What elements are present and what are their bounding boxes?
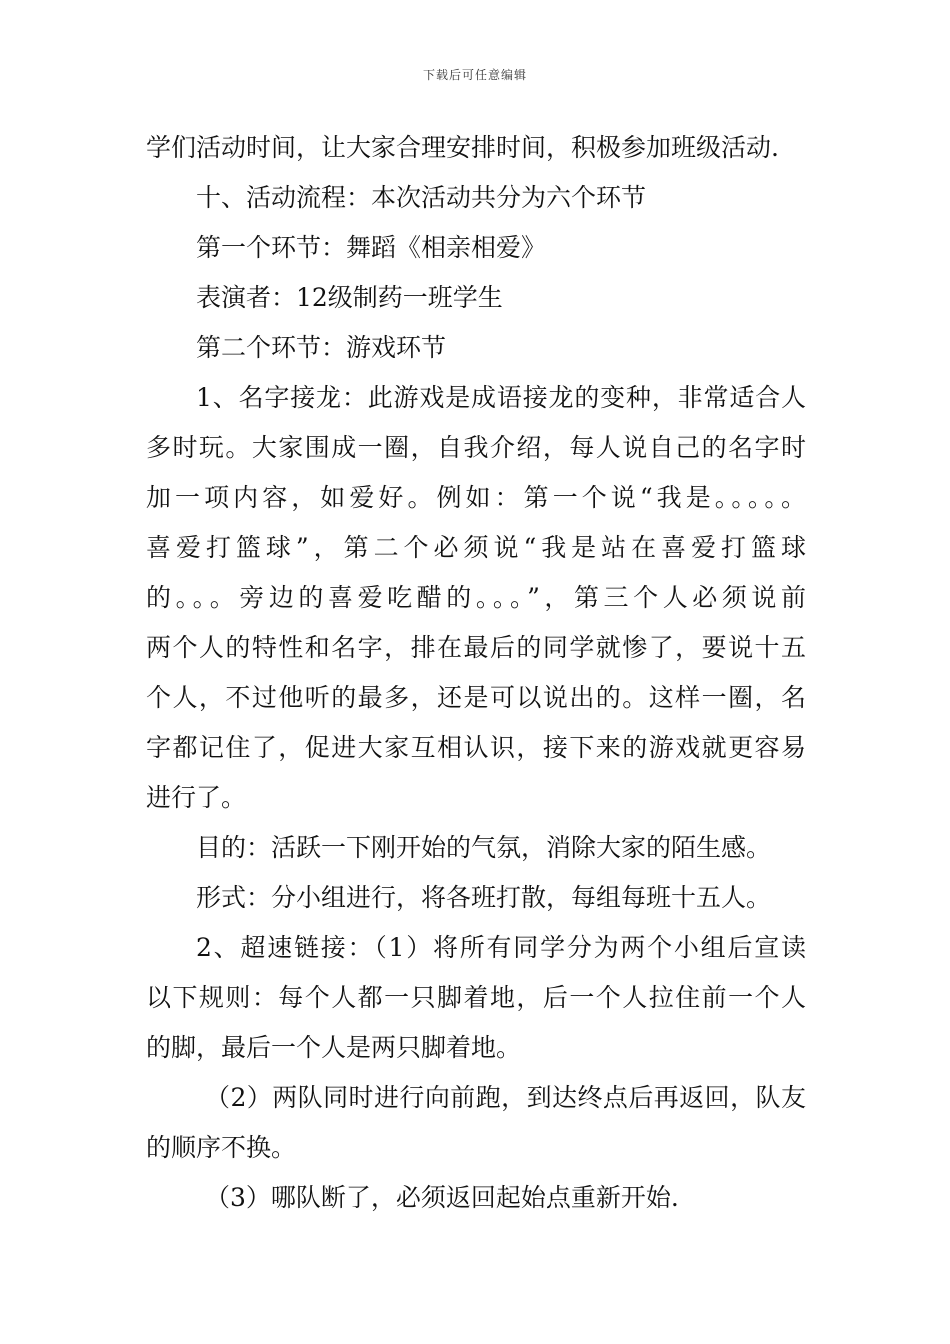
paragraph-line: 目的：活跃一下刚开始的气氛，消除大家的陌生感。 — [196, 833, 772, 862]
paragraph-line: 2、超速链接：（1）将所有同学分为两个小组后宣读 — [196, 933, 806, 962]
paragraph-line: 多时玩。大家围成一圈，自我介绍，每人说自己的名字时 — [146, 433, 806, 462]
paragraph-line: 字都记住了，促进大家互相认识，接下来的游戏就更容易 — [146, 733, 806, 762]
paragraph-line: 喜爱打篮球”，第二个必须说“我是站在喜爱打篮球 — [146, 533, 806, 562]
paragraph-line: 的顺序不换。 — [146, 1133, 297, 1162]
paragraph-line: 第二个环节：游戏环节 — [196, 333, 447, 362]
section-heading: 十、活动流程：本次活动共分为六个环节 — [196, 183, 647, 212]
page-header: 下载后可任意编辑 — [422, 68, 527, 82]
paragraph-line: 进行了。 — [146, 783, 247, 812]
paragraph-line: 形式：分小组进行，将各班打散，每组每班十五人。 — [196, 883, 772, 912]
paragraph-line: 加一项内容，如爱好。例如：第一个说“我是。。。。。 — [146, 483, 806, 512]
paragraph-line: （3）哪队断了，必须返回起始点重新开始. — [205, 1183, 679, 1212]
paragraph-line: 以下规则：每个人都一只脚着地，后一个人拉住前一个人 — [146, 983, 806, 1012]
paragraph-line: 个人，不过他听的最多，还是可以说出的。这样一圈，名 — [146, 683, 806, 712]
paragraph-line: 的。。。旁边的喜爱吃醋的。。。”，第三个人必须说前 — [146, 583, 806, 612]
paragraph-line: 第一个环节：舞蹈《相亲相爱》 — [196, 233, 547, 262]
paragraph-line: 两个人的特性和名字，排在最后的同学就惨了，要说十五 — [146, 633, 806, 662]
paragraph-line: 1、名字接龙：此游戏是成语接龙的变种，非常适合人 — [196, 383, 806, 412]
paragraph-line: 学们活动时间，让大家合理安排时间，积极参加班级活动. — [146, 133, 779, 162]
paragraph-line: 的脚，最后一个人是两只脚着地。 — [146, 1033, 522, 1062]
paragraph-line: （2）两队同时进行向前跑，到达终点后再返回，队友 — [205, 1083, 806, 1112]
paragraph-line: 表演者：12级制药一班学生 — [196, 283, 503, 312]
